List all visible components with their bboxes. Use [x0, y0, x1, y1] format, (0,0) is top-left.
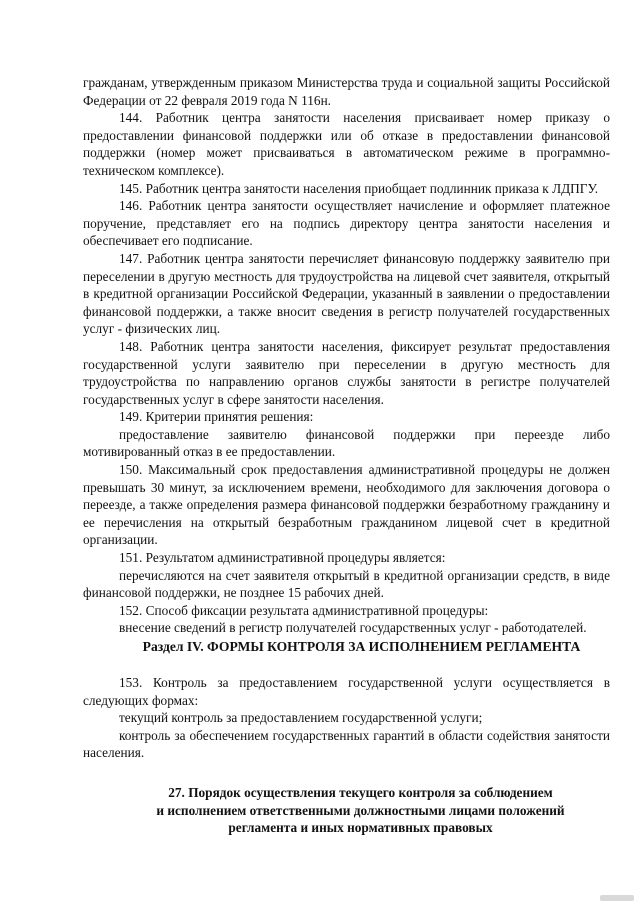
paragraph-150: 150. Максимальный срок предоставления административной процедуры не должен превышать 30 минут, за исключением времени, необходимого для заключения договора о переезде, а также определения размера финансовой поддержки безработному гражданину и ее перечисления на открытый безработным гражданином лицевой счет в кредитной организации. — [83, 462, 610, 548]
subsection-heading-line-1: 27. Порядок осуществления текущего контроля за соблюдением — [168, 784, 553, 800]
section-heading: Раздел IV. ФОРМЫ КОНТРОЛЯ ЗА ИСПОЛНЕНИЕМ РЕГЛАМЕНТА — [142, 639, 581, 654]
subsection-heading-line-3: регламента и иных нормативных правовых — [228, 820, 493, 836]
paragraph-151-result: перечисляются на счет заявителя открытый в кредитной организации средств, в виде финансовой поддержки, не позднее 15 рабочих дней. — [83, 567, 610, 601]
subsection-heading — [83, 784, 610, 837]
paragraph-148: 148. Работник центра занятости населения, фиксирует результат предоставления государственной услуги заявителю при переселении в другую местность для трудоустройства по направлению органов службы занятости в регистре получателей государственных услуг в сфере занятости населения. — [83, 338, 610, 407]
paragraph-continuation: гражданам, утвержденным приказом Министерства труда и социальной защиты Российской Федерации от 22 февраля 2019 года N 116н. — [83, 75, 610, 108]
paragraph-149: 149. Критерии принятия решения: — [119, 409, 314, 425]
paragraph-146: 146. Работник центра занятости осуществляет начисление и оформляет платежное поручение, представляет его на подпись директору центра занятости населения и обеспечивает его подписание. — [83, 198, 610, 249]
document-page — [83, 74, 610, 837]
paragraph-149-criteria: предоставление заявителю финансовой поддержки при переезде либо мотивированный отказ в ее предоставлении. — [83, 426, 610, 460]
subsection-heading-line-2: и исполнением ответственными должностными лицами положений — [156, 802, 565, 818]
paragraph-152: 152. Способ фиксации результата административной процедуры: — [119, 602, 489, 618]
paragraph-153-current-control: текущий контроль за предоставлением государственной услуги; — [119, 710, 483, 726]
paragraph-152-method: внесение сведений в регистр получателей государственных услуг - работодателей. — [119, 620, 587, 636]
paragraph-153: 153. Контроль за предоставлением государственной услуги осуществляется в следующих формах: — [83, 675, 610, 708]
paragraph-147: 147. Работник центра занятости перечисляет финансовую поддержку заявителю при переселении в другую местность для трудоустройства на лицевой счет заявителя, открытый в кредитной организации Российской Федерации, указанный в заявлении о предоставлении финансовой поддержки, а также вносит сведения в регистр получателей государственных услуг - физических лиц. — [83, 250, 610, 337]
paragraph-145: 145. Работник центра занятости населения приобщает подлинник приказа к ЛДПГУ. — [119, 180, 599, 196]
paragraph-151: 151. Результатом административной процедуры является: — [119, 550, 446, 566]
spacer — [83, 762, 610, 784]
paragraph-153-guarantee-control: контроль за обеспечением государственных гарантий в области содействия занятости населения. — [83, 727, 610, 761]
scan-mark — [600, 895, 634, 901]
spacer — [83, 656, 610, 674]
paragraph-144: 144. Работник центра занятости населения присваивает номер приказу о предоставлении финансовой поддержки или об отказе в предоставлении финансовой поддержки (номер может присваиваться в автоматическом режиме в программно-техническом комплексе). — [83, 110, 610, 178]
